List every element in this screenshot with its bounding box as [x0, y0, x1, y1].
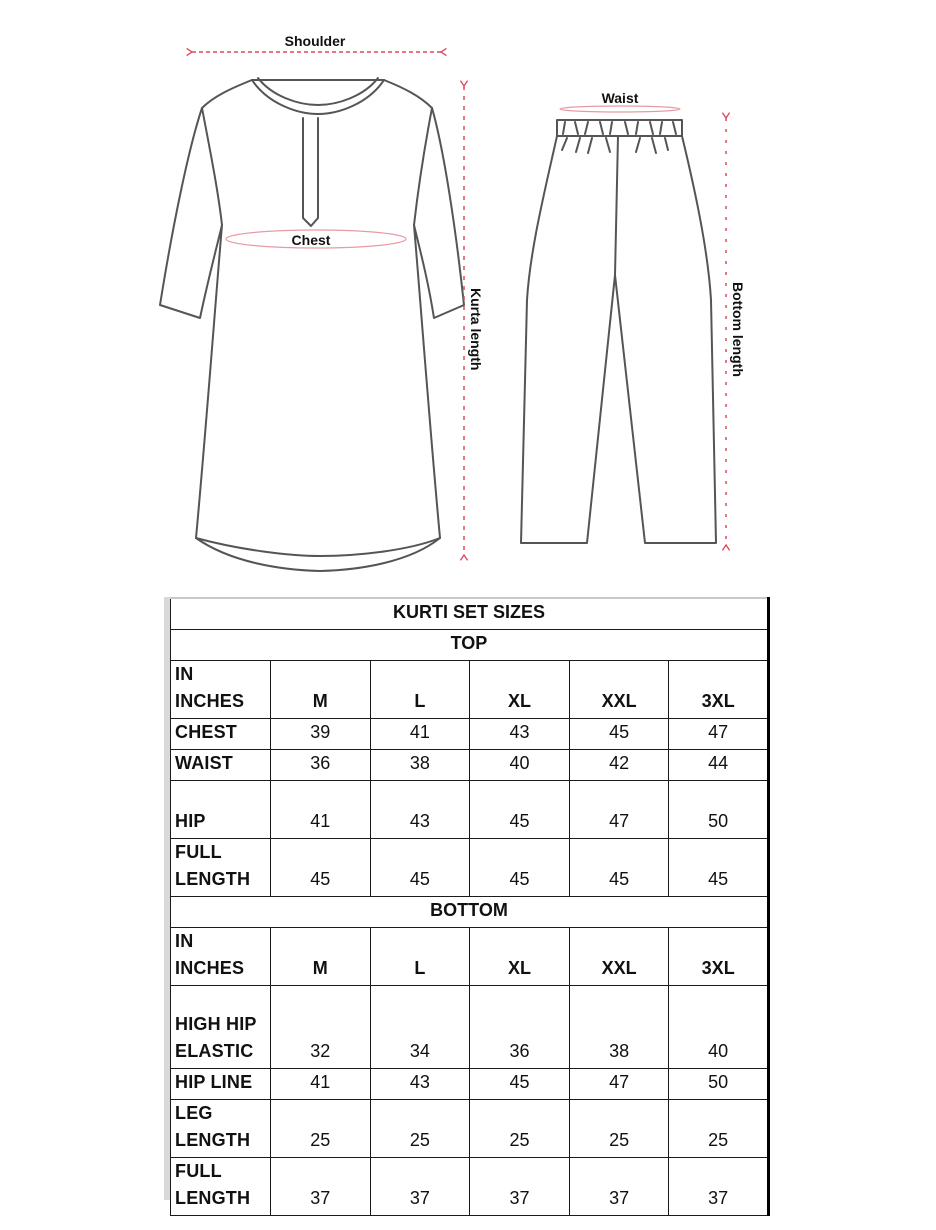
cell-value: 37 — [271, 1158, 371, 1216]
size-chart — [164, 597, 770, 1208]
pants-outline — [521, 136, 716, 543]
cell-value: 45 — [669, 839, 769, 897]
table-row — [171, 986, 769, 1069]
cell-value: 43 — [470, 719, 570, 750]
size-header: XL — [470, 661, 570, 719]
row-label: HIP LINE — [171, 1069, 271, 1100]
cell-value: 50 — [669, 781, 769, 839]
cell-value: 36 — [271, 750, 371, 781]
cell-value: 25 — [271, 1100, 371, 1158]
row-label: HIGH HIP ELASTIC — [171, 986, 271, 1069]
cell-value: 42 — [569, 750, 669, 781]
cell-value: 25 — [669, 1100, 769, 1158]
table-row — [171, 1069, 769, 1100]
cell-value: 37 — [470, 1158, 570, 1216]
cell-value: 47 — [569, 781, 669, 839]
garment-illustration — [0, 0, 936, 590]
cell-value: 37 — [569, 1158, 669, 1216]
cell-value: 32 — [271, 986, 371, 1069]
cell-value: 50 — [669, 1069, 769, 1100]
cell-value: 45 — [470, 1069, 570, 1100]
table-row — [171, 839, 769, 897]
cell-value: 34 — [370, 986, 470, 1069]
cell-value: 45 — [470, 839, 570, 897]
kurta-outline — [160, 80, 464, 571]
cell-value: 43 — [370, 781, 470, 839]
waist-measure-line — [560, 106, 680, 112]
pants-drawing — [521, 120, 716, 543]
cell-value: 45 — [569, 719, 669, 750]
bottom-length-label: Bottom length — [730, 282, 746, 377]
table-row — [171, 1158, 769, 1216]
size-header: M — [271, 661, 371, 719]
chest-label: Chest — [291, 232, 331, 248]
size-header: M — [271, 928, 371, 986]
kurta-length-label: Kurta length — [468, 288, 484, 371]
table-title: KURTI SET SIZES — [171, 598, 769, 630]
cell-value: 38 — [569, 986, 669, 1069]
cell-value: 37 — [669, 1158, 769, 1216]
cell-value: 37 — [370, 1158, 470, 1216]
size-header: L — [370, 661, 470, 719]
cell-value: 44 — [669, 750, 769, 781]
row-label: CHEST — [171, 719, 271, 750]
table-row — [171, 750, 769, 781]
table-row — [171, 781, 769, 839]
cell-value: 40 — [470, 750, 570, 781]
table-header-row — [171, 661, 769, 719]
shoulder-label: Shoulder — [284, 33, 346, 49]
section-title-bottom: BOTTOM — [171, 897, 769, 928]
size-header: XL — [470, 928, 570, 986]
cell-value: 41 — [370, 719, 470, 750]
cell-value: 45 — [370, 839, 470, 897]
cell-value: 25 — [569, 1100, 669, 1158]
cell-value: 45 — [470, 781, 570, 839]
table-row — [171, 1100, 769, 1158]
cell-value: 25 — [470, 1100, 570, 1158]
cell-value: 47 — [569, 1069, 669, 1100]
cell-value: 25 — [370, 1100, 470, 1158]
size-header: L — [370, 928, 470, 986]
cell-value: 45 — [569, 839, 669, 897]
cell-value: 43 — [370, 1069, 470, 1100]
unit-label: IN INCHES — [171, 661, 271, 719]
row-label: FULL LENGTH — [171, 839, 271, 897]
cell-value: 41 — [271, 1069, 371, 1100]
size-table — [170, 597, 770, 1216]
cell-value: 47 — [669, 719, 769, 750]
cell-value: 45 — [271, 839, 371, 897]
cell-value: 40 — [669, 986, 769, 1069]
cell-value: 36 — [470, 986, 570, 1069]
unit-label: IN INCHES — [171, 928, 271, 986]
size-header: XXL — [569, 661, 669, 719]
row-label: HIP — [171, 781, 271, 839]
section-title-top: TOP — [171, 630, 769, 661]
cell-value: 41 — [271, 781, 371, 839]
size-header: 3XL — [669, 928, 769, 986]
kurta-drawing — [160, 78, 464, 571]
table-row — [171, 719, 769, 750]
row-label: WAIST — [171, 750, 271, 781]
row-label: LEG LENGTH — [171, 1100, 271, 1158]
cell-value: 38 — [370, 750, 470, 781]
size-header: 3XL — [669, 661, 769, 719]
size-header: XXL — [569, 928, 669, 986]
waist-label: Waist — [601, 90, 639, 106]
cell-value: 39 — [271, 719, 371, 750]
table-header-row — [171, 928, 769, 986]
row-label: FULL LENGTH — [171, 1158, 271, 1216]
